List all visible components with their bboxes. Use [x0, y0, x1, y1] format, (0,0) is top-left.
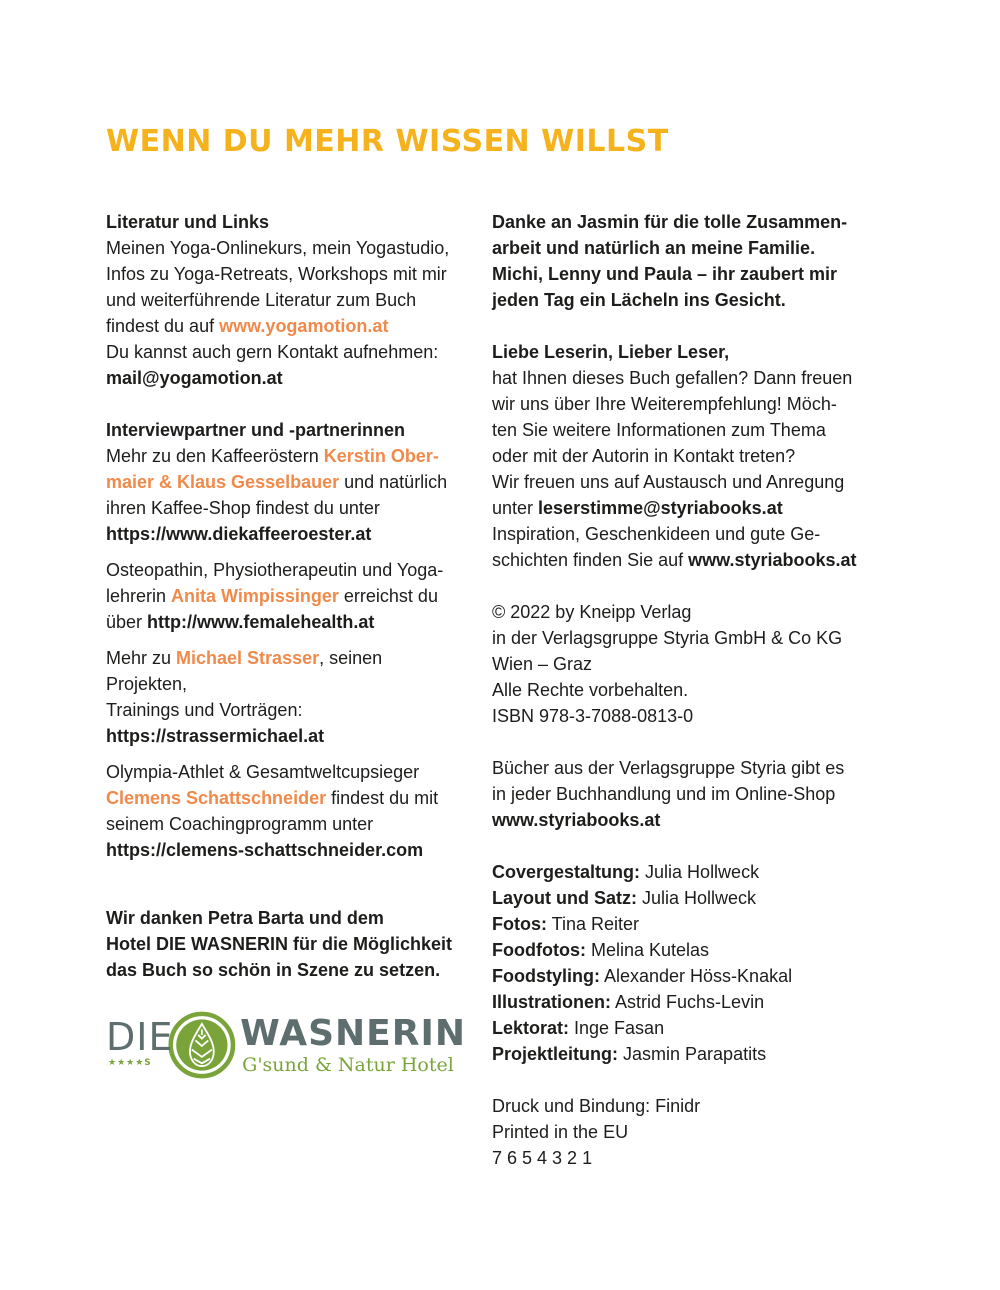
literatur-section [106, 209, 466, 391]
femalehealth-link[interactable]: http://www.femalehealth.at [147, 612, 375, 632]
print-run: 7 6 5 4 3 2 1 [492, 1148, 593, 1168]
text-line: Trainings und Vorträgen: [106, 700, 303, 720]
text-line: Druck und Bindung: Finidr [492, 1096, 701, 1116]
text-line: jeden Tag ein Lächeln ins Gesicht. [492, 290, 786, 310]
text-line: Danke an Jasmin für die tolle Zusammen- [492, 212, 848, 232]
credit-label: Fotos: [492, 914, 547, 934]
text-line: und natürlich [339, 472, 448, 492]
osteo-section [106, 557, 466, 635]
text-line: findest du mit [326, 788, 439, 808]
credit-label: Projektleitung: [492, 1044, 619, 1064]
print-section [492, 1093, 872, 1171]
danke-section [492, 209, 872, 313]
text-line: Olympia-Athlet & Gesamtweltcupsieger [106, 762, 420, 782]
text-line: in jeder Buchhandlung und im Online-Shop [492, 784, 836, 804]
credits-section [492, 859, 872, 1067]
text-line: Wir danken Petra Barta und dem [106, 908, 384, 928]
person-name: Clemens Schattschneider [106, 788, 327, 808]
leser-section [492, 339, 872, 573]
text-line: unter [492, 498, 539, 518]
thanks-section [106, 905, 466, 983]
clemens-link[interactable]: https://clemens-schattschneider.com [106, 840, 424, 860]
text-line: lehrerin [106, 586, 172, 606]
text-line: ihren Kaffee-Shop findest du unter [106, 498, 380, 518]
credit-value: Julia Hollweck [640, 862, 760, 882]
text-line: wir uns über Ihre Weiterempfehlung! Möch- [492, 394, 837, 414]
credit-label: Lektorat: [492, 1018, 570, 1038]
logo-brand: WASNERIN [240, 1013, 466, 1054]
credit-value: Inge Fasan [569, 1018, 665, 1038]
buch-section [492, 755, 872, 833]
text-line: arbeit und natürlich an meine Familie. [492, 238, 816, 258]
text-line: Bücher aus der Verlagsgruppe Styria gibt es [492, 758, 845, 778]
kaffeeroester-link[interactable]: https://www.diekaffeeroester.at [106, 524, 372, 544]
literatur-heading: Literatur und Links [106, 212, 270, 232]
text-line: Du kannst auch gern Kontakt aufnehmen: [106, 342, 439, 362]
text-line: © 2022 by Kneipp Verlag [492, 602, 692, 622]
text-line: Michi, Lenny und Paula – ihr zaubert mir [492, 264, 838, 284]
credit-value: Melina Kutelas [585, 940, 710, 960]
text-line: Mehr zu [106, 648, 177, 668]
left-column [106, 209, 466, 1085]
strasser-section [106, 645, 466, 749]
credit-label: Layout und Satz: [492, 888, 637, 908]
text-line: findest du auf [106, 316, 220, 336]
credit-label: Covergestaltung: [492, 862, 641, 882]
right-column [492, 209, 872, 1171]
person-name: maier & Klaus Gesselbauer [106, 472, 340, 492]
yogamotion-link[interactable]: www.yogamotion.at [219, 316, 389, 336]
credit-value: Jasmin Parapatits [618, 1044, 767, 1064]
text-line: ten Sie weitere Informationen zum Thema [492, 420, 826, 440]
text-line: seinem Coachingprogramm unter [106, 814, 374, 834]
logo-text [240, 1014, 466, 1076]
text-line: schichten finden Sie auf [492, 550, 689, 570]
logo-prefix [106, 1015, 174, 1075]
pinecone-emblem-icon [168, 1008, 236, 1082]
credit-value: Julia Hollweck [637, 888, 757, 908]
credit-label: Illustrationen: [492, 992, 612, 1012]
text-line: und weiterführende Literatur zum Buch [106, 290, 417, 310]
person-name: Anita Wimpissinger [171, 586, 339, 606]
interview-section [106, 417, 466, 547]
text-line: über [106, 612, 148, 632]
copyright-section [492, 599, 872, 729]
text-line: oder mit der Autorin in Kontakt treten? [492, 446, 796, 466]
interview-heading: Interviewpartner und -partnerinnen [106, 420, 406, 440]
text-line: Printed in the EU [492, 1122, 629, 1142]
mail-link[interactable]: mail@yogamotion.at [106, 368, 283, 388]
person-name: Michael Strasser [176, 648, 320, 668]
clemens-section [106, 759, 466, 863]
credit-label: Foodfotos: [492, 940, 586, 960]
text-line: Inspiration, Geschenkideen und gute Ge- [492, 524, 821, 544]
text-line: in der Verlagsgruppe Styria GmbH & Co KG [492, 628, 843, 648]
credit-value: Tina Reiter [546, 914, 640, 934]
leser-heading: Liebe Leserin, Lieber Leser, [492, 342, 730, 362]
text-line: , seinen Projekten, [106, 648, 383, 694]
logo-prefix-text: DIE [106, 1015, 174, 1059]
text-line: erreichst du [338, 586, 438, 606]
credit-label: Foodstyling: [492, 966, 600, 986]
text-line: Osteopathin, Physiotherapeutin und Yoga- [106, 560, 444, 580]
page-title: WENN DU MEHR WISSEN WILLST [106, 124, 669, 159]
text-line: das Buch so schön in Szene zu setzen. [106, 960, 441, 980]
text-line: Infos zu Yoga-Retreats, Workshops mit mir [106, 264, 447, 284]
credit-value: Alexander Höss-Knakal [599, 966, 793, 986]
text-line: Wir freuen uns auf Austausch und Anregung [492, 472, 845, 492]
text-line: hat Ihnen dieses Buch gefallen? Dann freuen [492, 368, 853, 388]
leserstimme-mail-link[interactable]: leserstimme@styriabooks.at [538, 498, 783, 518]
logo-stars: ★★★★S [108, 1058, 152, 1068]
text-line: Mehr zu den Kaffeeröstern [106, 446, 324, 466]
text-line: Meinen Yoga-Onlinekurs, mein Yogastudio, [106, 238, 450, 258]
styriabooks-link[interactable]: www.styriabooks.at [492, 810, 661, 830]
text-line: Hotel DIE WASNERIN für die Möglichkeit [106, 934, 453, 954]
styriabooks-link[interactable]: www.styriabooks.at [688, 550, 857, 570]
person-name: Kerstin Ober- [323, 446, 439, 466]
logo-tagline: G'sund & Natur Hotel [242, 1054, 454, 1076]
credit-value: Astrid Fuchs-Levin [611, 992, 765, 1012]
wasnerin-logo [106, 1005, 466, 1085]
text-line: Wien – Graz [492, 654, 593, 674]
isbn: ISBN 978-3-7088-0813-0 [492, 706, 694, 726]
text-line: Alle Rechte vorbehalten. [492, 680, 689, 700]
strasser-link[interactable]: https://strassermichael.at [106, 726, 325, 746]
